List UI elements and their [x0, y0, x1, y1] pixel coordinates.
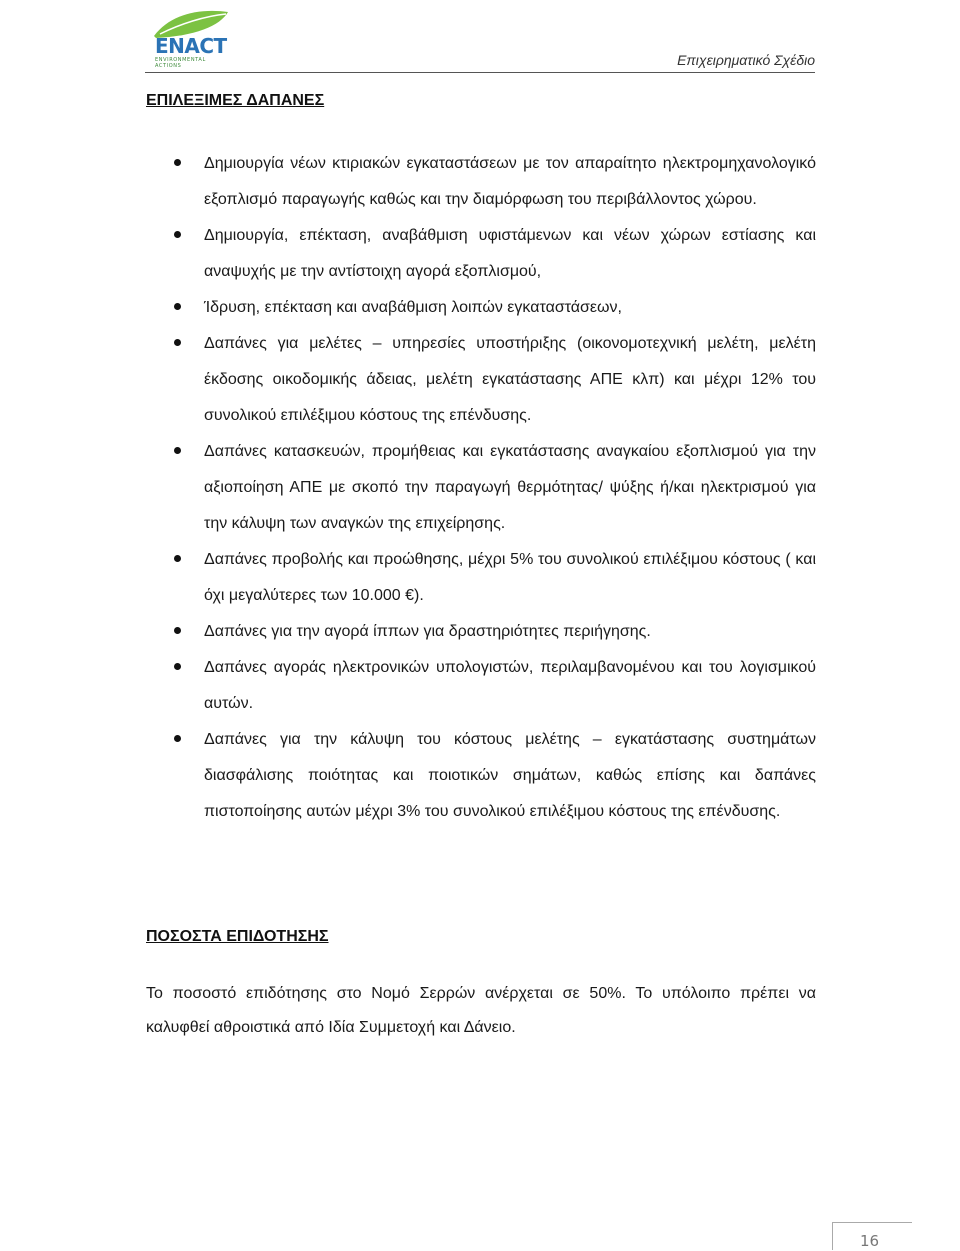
eligible-expenses-heading: ΕΠΙΛΕΞΙΜΕΣ ΔΑΠΑΝΕΣ: [146, 92, 325, 109]
enact-logo: [150, 6, 232, 69]
eligible-expenses-list: [146, 146, 816, 830]
list-item-text: Δαπάνες αγοράς ηλεκτρονικών υπολογιστών, περιλαμβανομένου και του λογισμικού αυτών.: [204, 659, 816, 712]
bullet-icon: [174, 339, 181, 346]
bullet-icon: [174, 663, 181, 670]
list-item: [146, 218, 816, 290]
list-item-text: Δημιουργία, επέκταση, αναβάθμιση υφιστάμενων και νέων χώρων εστίασης και αναψυχής με την αντίστοιχη αγορά εξοπλισμού,: [204, 227, 816, 280]
list-item-text: Δημιουργία νέων κτιριακών εγκαταστάσεων με τον απαραίτητο ηλεκτρομηχανολογικό εξοπλισμό παραγωγής καθώς και την διαμόρφωση του περιβάλλοντος χώρου.: [204, 155, 816, 208]
list-item: [146, 542, 816, 614]
list-item: [146, 326, 816, 434]
bullet-icon: [174, 627, 181, 634]
list-item: [146, 434, 816, 542]
list-item: [146, 650, 816, 722]
list-item: [146, 146, 816, 218]
subsidy-rates-paragraph: Το ποσοστό επιδότησης στο Νομό Σερρών ανέρχεται σε 50%. Το υπόλοιπο πρέπει να καλυφθεί αθροιστικά από Ιδία Συμμετοχή και Δάνειο.: [146, 985, 816, 1036]
logo-subtext: ENVIRONMENTAL ACTIONS: [155, 57, 206, 69]
bullet-icon: [174, 303, 181, 310]
bullet-icon: [174, 555, 181, 562]
page-number: 16: [860, 1232, 880, 1250]
header-divider: [145, 72, 815, 73]
list-item: [146, 290, 816, 326]
list-item-text: Δαπάνες για μελέτες – υπηρεσίες υποστήριξης (οικονομοτεχνική μελέτη, μελέτη έκδοσης οικοδομικής άδειας, μελέτη εγκατάστασης ΑΠΕ κλπ) και μέχρι 12% του συνολικού επιλέξιμου κόστους της επένδυσης.: [204, 335, 816, 424]
list-item-text: Ίδρυση, επέκταση και αναβάθμιση λοιπών εγκαταστάσεων,: [204, 299, 622, 316]
bullet-icon: [174, 231, 181, 238]
list-item-text: Δαπάνες κατασκευών, προμήθειας και εγκατάστασης αναγκαίου εξοπλισμού για την αξιοποίηση ΑΠΕ με σκοπό την παραγωγή θερμότητας/ ψύξης ή/και ηλεκτρισμού για την κάλυψη των αναγκών της επιχείρησης.: [204, 443, 816, 532]
document-title: Επιχειρηματικό Σχέδιο: [677, 52, 815, 68]
list-item: [146, 614, 816, 650]
bullet-icon: [174, 447, 181, 454]
subsidy-rates-heading: ΠΟΣΟΣΤΑ ΕΠΙΔΟΤΗΣΗΣ: [146, 928, 329, 945]
bullet-icon: [174, 159, 181, 166]
list-item-text: Δαπάνες για την αγορά ίππων για δραστηριότητες περιήγησης.: [204, 623, 651, 640]
list-item-text: Δαπάνες προβολής και προώθησης, μέχρι 5% του συνολικού επιλέξιμου κόστους ( και όχι μεγαλύτερες των 10.000 €).: [204, 551, 816, 604]
list-item-text: Δαπάνες για την κάλυψη του κόστους μελέτης – εγκατάστασης συστημάτων διασφάλισης ποιότητας και ποιοτικών σημάτων, καθώς επίσης και δαπάνες πιστοποίησης αυτών μέχρι 3% του συνολικού επιλέξιμου κόστους της επένδυσης.: [204, 731, 816, 820]
logo-text: ENACT: [155, 34, 227, 58]
list-item: [146, 722, 816, 830]
bullet-icon: [174, 735, 181, 742]
